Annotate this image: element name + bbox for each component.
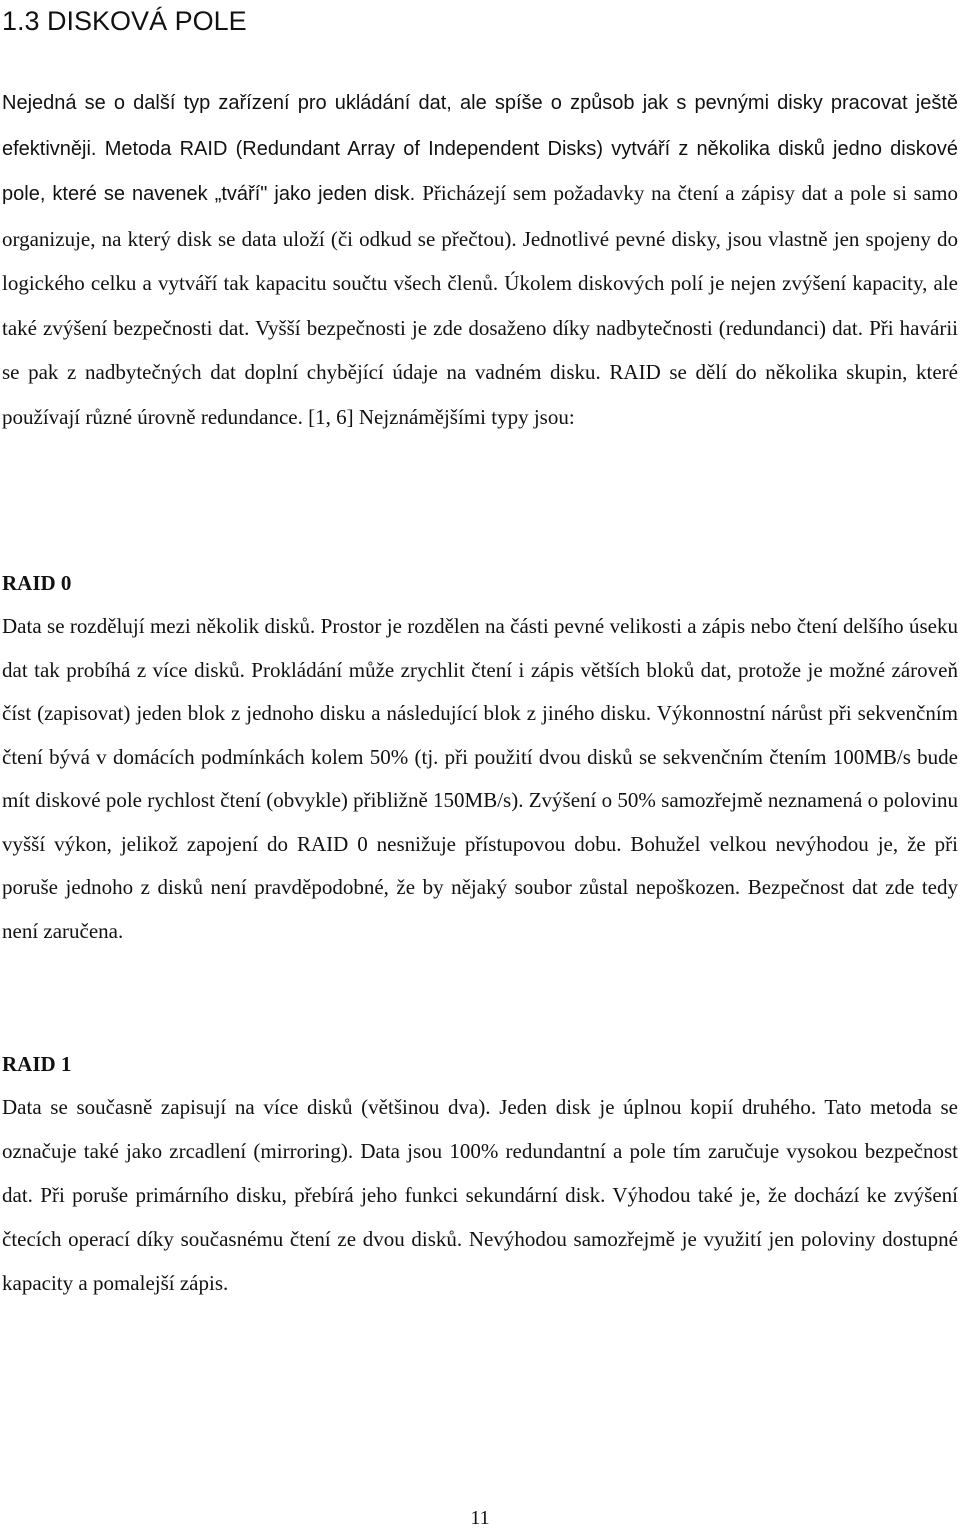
raid0-heading: RAID 0 <box>2 571 72 595</box>
raid0-paragraph: Data se rozdělují mezi několik disků. Prostor je rozdělen na části pevné velikosti a zápis nebo čtení delšího úseku dat tak probíhá z více disků. Prokládání může zrychlit čtení i zápis větších bloků dat, protože je možné zároveň číst (zapisovat) jeden blok z jednoho disku a následující blok z jiného disku. Výkonnostní nárůst při sekvenčním čtení bývá v domácích podmínkách kolem 50% (tj. při použití dvou disků se sekvenčním čtením 100MB/s bude mít diskové pole rychlost čtení (obvykle) přibližně 150MB/s). Zvýšení o 50% samozřejmě neznamená o polovinu vyšší výkon, jelikož zapojení do RAID 0 nesnižuje přístupovou dobu. Bohužel velkou nevýhodou je, že při poruše jednoho z disků není pravděpodobné, že by nějaký soubor zůstal nepoškozen. Bezpečnost dat zde tedy není zaručena. <box>2 614 958 943</box>
page-number: 11 <box>470 1507 490 1529</box>
intro-sans-text: Nejedná se o další typ zařízení pro ukládání dat, ale spíše o způsob jak s pevnými disky pracovat ještě efektivněji. Metoda RAID (Redundant Array of Independent Disks) vytváří z několika disků jedno diskové pole, které se navenek „tváří" jako jeden disk. <box>2 92 958 205</box>
raid1-heading: RAID 1 <box>2 1052 72 1076</box>
raid1-paragraph: Data se současně zapisují na více disků (většinou dva). Jeden disk je úplnou kopií druhého. Tato metoda se označuje také jako zrcadlení (mirroring). Data jsou 100% redundantní a pole tím zaručuje vysokou bezpečnost dat. Při poruše primárního disku, přebírá jeho funkci sekundární disk. Výhodou také je, že dochází ke zvýšení čtecích operací díky současnému čtení ze dvou disků. Nevýhodou samozřejmě je využití jen poloviny dostupné kapacity a pomalejší zápis. <box>2 1095 958 1295</box>
intro-serif-text: Přicházejí sem požadavky na čtení a zápisy dat a pole si samo organizuje, na který disk se data uloží (či odkud se přečtou). Jednotlivé pevné disky, jsou vlastně jen spojeny do logického celku a vytváří tak kapacitu součtu všech členů. Úkolem diskových polí je nejen zvýšení kapacity, ale také zvýšení bezpečnosti dat. Vyšší bezpečnosti je zde dosaženo díky nadbytečnosti (redundanci) dat. Při havárii se pak z nadbytečných dat doplní chybějící údaje na vadném disku. RAID se dělí do několika skupin, které používají různé úrovně redundance. [1, 6] Nejznámějšími typy jsou: <box>2 181 958 429</box>
section-heading: 1.3 DISKOVÁ POLE <box>2 6 247 36</box>
intro-paragraph <box>2 80 958 439</box>
